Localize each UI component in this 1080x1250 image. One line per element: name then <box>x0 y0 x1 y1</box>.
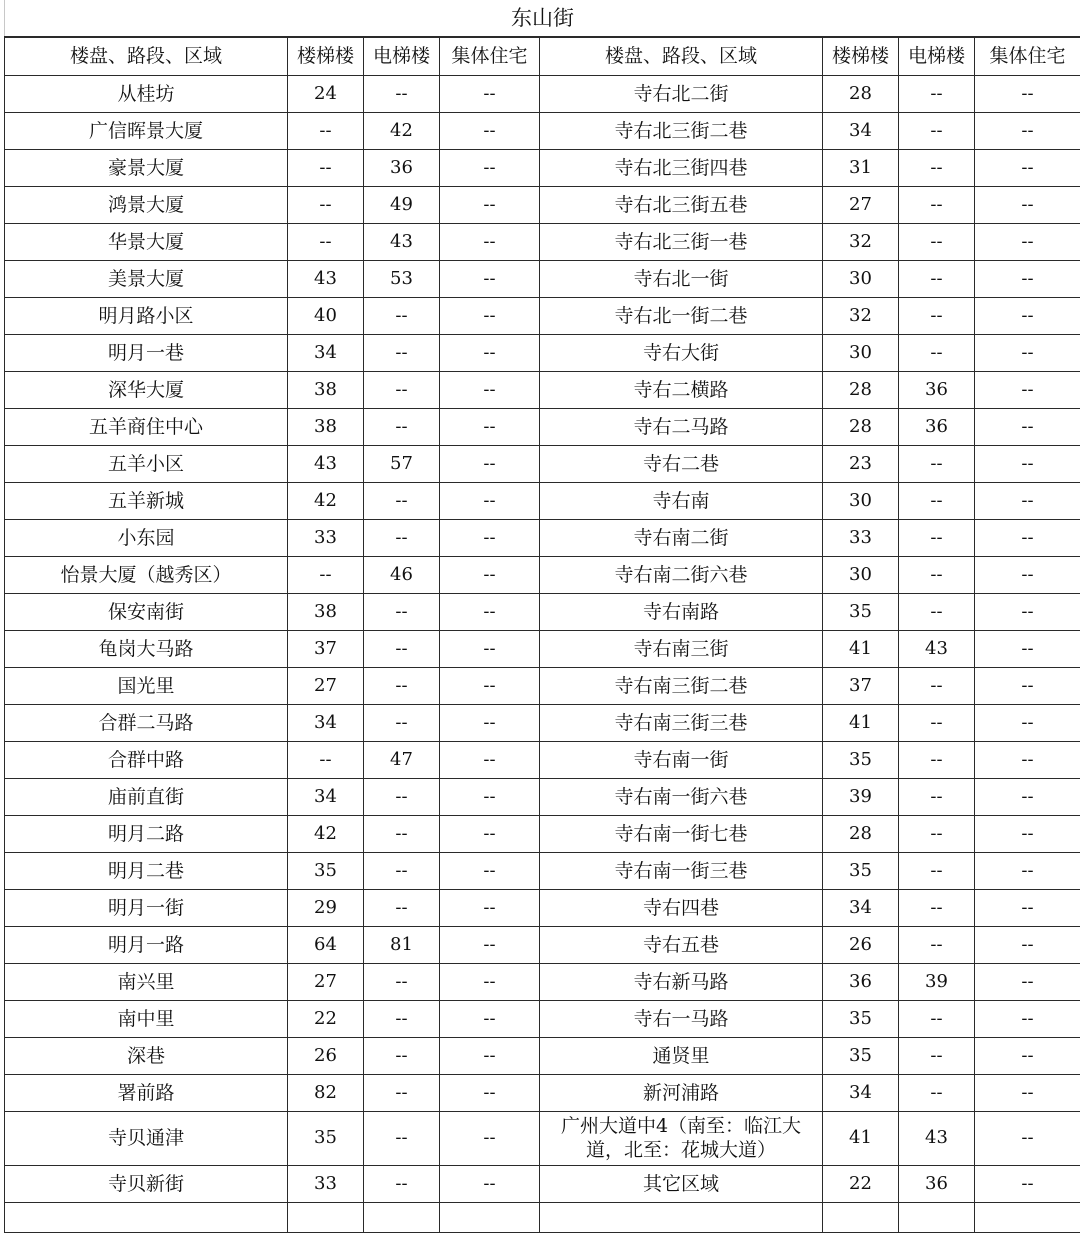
cell-elevator-right: -- <box>899 297 975 334</box>
table-title: 东山街 <box>5 0 1080 37</box>
cell-area-left: 从桂坊 <box>5 75 288 112</box>
table-row <box>5 371 1080 408</box>
cell-stair-right: 30 <box>823 556 899 593</box>
cell-stair-left: 64 <box>288 926 364 963</box>
cell-collective-right: -- <box>975 778 1080 815</box>
cell-collective-left: -- <box>440 445 540 482</box>
cell-area-left: 国光里 <box>5 667 288 704</box>
cell-stair-left: 24 <box>288 75 364 112</box>
cell-elevator-left: -- <box>364 371 440 408</box>
header-area-right: 楼盘、路段、区域 <box>540 37 823 75</box>
cell-stair-left: -- <box>288 741 364 778</box>
cell-elevator-left: -- <box>364 963 440 1000</box>
cell-stair-left: 34 <box>288 778 364 815</box>
cell-collective-left: -- <box>440 112 540 149</box>
cell-area-right: 寺右南一街六巷 <box>540 778 823 815</box>
cell-elevator-right: -- <box>899 482 975 519</box>
cell-elevator-right: -- <box>899 1074 975 1111</box>
cell-stair-left: 33 <box>288 1165 364 1202</box>
cell-area-left: 豪景大厦 <box>5 149 288 186</box>
cell-elevator-left: -- <box>364 297 440 334</box>
cell-stair-left: 37 <box>288 630 364 667</box>
cell-stair-left: 43 <box>288 260 364 297</box>
cell-stair-right: 35 <box>823 1000 899 1037</box>
cell-collective-left: -- <box>440 334 540 371</box>
cell-elevator-left: -- <box>364 704 440 741</box>
table-row <box>5 593 1080 630</box>
table-row <box>5 963 1080 1000</box>
cell-elevator-right: -- <box>899 926 975 963</box>
cell-collective-right: -- <box>975 75 1080 112</box>
cell-collective-left: -- <box>440 1165 540 1202</box>
cell-collective-left: -- <box>440 741 540 778</box>
table-row <box>5 223 1080 260</box>
cell-elevator-right: -- <box>899 852 975 889</box>
cell-area-left: 深华大厦 <box>5 371 288 408</box>
cell-collective-right: -- <box>975 482 1080 519</box>
cell-stair-left: 38 <box>288 408 364 445</box>
cell-collective-left: -- <box>440 149 540 186</box>
table-row <box>5 75 1080 112</box>
cell-collective-left: -- <box>440 223 540 260</box>
cell-collective-left: -- <box>440 926 540 963</box>
cell-elevator-right: -- <box>899 815 975 852</box>
cell-collective-right: -- <box>975 112 1080 149</box>
cell-collective-right: -- <box>975 223 1080 260</box>
cell-elevator-left: -- <box>364 1165 440 1202</box>
cell-area-left: 合群中路 <box>5 741 288 778</box>
cell-elevator-left: 43 <box>364 223 440 260</box>
cell-area-left: 南中里 <box>5 1000 288 1037</box>
cell-stair-left: 82 <box>288 1074 364 1111</box>
cell-elevator-left: -- <box>364 75 440 112</box>
cell-collective-right: -- <box>975 371 1080 408</box>
cell-collective-right: -- <box>975 889 1080 926</box>
cell-area-right: 寺右新马路 <box>540 963 823 1000</box>
cell-elevator-left: 53 <box>364 260 440 297</box>
cell-area-right: 寺右二马路 <box>540 408 823 445</box>
price-table <box>4 0 1080 1233</box>
cell-elevator-right: -- <box>899 112 975 149</box>
cell-area-right: 寺右南一街三巷 <box>540 852 823 889</box>
table-row <box>5 1000 1080 1037</box>
cell-elevator-right: -- <box>899 593 975 630</box>
cell-area-right: 寺右二横路 <box>540 371 823 408</box>
cell-area-right: 通贤里 <box>540 1037 823 1074</box>
cell-area-left: 寺贝新街 <box>5 1165 288 1202</box>
cell-collective-right: -- <box>975 519 1080 556</box>
cell-collective-left: -- <box>440 667 540 704</box>
cell-area-right: 寺右南路 <box>540 593 823 630</box>
cell-stair-left: -- <box>288 149 364 186</box>
cell-stair-left: 34 <box>288 334 364 371</box>
cell-area-left: 怡景大厦（越秀区） <box>5 556 288 593</box>
cell-elevator-left: -- <box>364 630 440 667</box>
cell-collective-right: -- <box>975 630 1080 667</box>
cell-area-right: 寺右一马路 <box>540 1000 823 1037</box>
cell-area-left: 寺贝通津 <box>5 1111 288 1165</box>
cell-elevator-right: -- <box>899 445 975 482</box>
cell-elevator-right: -- <box>899 260 975 297</box>
cell-elevator-right: 39 <box>899 963 975 1000</box>
table-row <box>5 778 1080 815</box>
cell-collective-left: -- <box>440 519 540 556</box>
cell-collective-left: -- <box>440 556 540 593</box>
cell-stair-left: 27 <box>288 963 364 1000</box>
cell-area-left: 庙前直街 <box>5 778 288 815</box>
cell-area-right: 寺右二巷 <box>540 445 823 482</box>
cell-elevator-right: -- <box>899 778 975 815</box>
cell-stair-left: 35 <box>288 1111 364 1165</box>
cell-collective-left: -- <box>440 75 540 112</box>
cell-stair-right: 39 <box>823 778 899 815</box>
cell-stair-right: 23 <box>823 445 899 482</box>
cell-stair-right: 30 <box>823 260 899 297</box>
cell-area-left: 明月一巷 <box>5 334 288 371</box>
cell-stair-right: 28 <box>823 815 899 852</box>
table-row <box>5 149 1080 186</box>
table-row <box>5 186 1080 223</box>
cell-stair-right: 34 <box>823 889 899 926</box>
cell-collective-right: -- <box>975 852 1080 889</box>
cell-stair-right: 36 <box>823 963 899 1000</box>
cell-collective-right: -- <box>975 963 1080 1000</box>
cell-stair-left: 34 <box>288 704 364 741</box>
cell-collective-left: -- <box>440 889 540 926</box>
cell-stair-right: 35 <box>823 741 899 778</box>
header-stair-left: 楼梯楼 <box>288 37 364 75</box>
cell-area-right: 广州大道中4（南至：临江大道，北至：花城大道） <box>540 1111 823 1165</box>
cell-collective-left: -- <box>440 593 540 630</box>
cell-collective-right: -- <box>975 408 1080 445</box>
cell-collective-right: -- <box>975 445 1080 482</box>
cell-stair-right: 37 <box>823 667 899 704</box>
cell-stair-left: -- <box>288 223 364 260</box>
cell-collective-right: -- <box>975 297 1080 334</box>
cell-collective-right: -- <box>975 1037 1080 1074</box>
cell-collective-right: -- <box>975 556 1080 593</box>
table-row <box>5 482 1080 519</box>
cell-stair-left: -- <box>288 186 364 223</box>
cell-area-left: 鸿景大厦 <box>5 186 288 223</box>
table-row <box>5 815 1080 852</box>
cell-elevator-left: 42 <box>364 112 440 149</box>
cell-area-left: 明月路小区 <box>5 297 288 334</box>
cell-collective-left: -- <box>440 704 540 741</box>
cell-elevator-left: 47 <box>364 741 440 778</box>
cell-stair-right: 34 <box>823 112 899 149</box>
table-row <box>5 1037 1080 1074</box>
cell-stair-right: 35 <box>823 852 899 889</box>
cell-area-left: 明月二路 <box>5 815 288 852</box>
cell-elevator-left: -- <box>364 1037 440 1074</box>
cell-elevator-right: -- <box>899 334 975 371</box>
cell-collective-left: -- <box>440 1037 540 1074</box>
cell-area-left: 小东园 <box>5 519 288 556</box>
cell-elevator-left: -- <box>364 778 440 815</box>
cell-stair-right: 32 <box>823 297 899 334</box>
cell-collective-right: -- <box>975 815 1080 852</box>
cell-elevator-right: 43 <box>899 1111 975 1165</box>
cell-stair-right: 22 <box>823 1165 899 1202</box>
table-row <box>5 741 1080 778</box>
cell-elevator-right: -- <box>899 75 975 112</box>
cell-elevator-left: -- <box>364 408 440 445</box>
cell-area-left: 保安南街 <box>5 593 288 630</box>
cell-area-right: 寺右北一街 <box>540 260 823 297</box>
table-row <box>5 667 1080 704</box>
cell-stair-right: 30 <box>823 334 899 371</box>
cell-area-left: 南兴里 <box>5 963 288 1000</box>
cell-area-right: 寺右南二街 <box>540 519 823 556</box>
cell-elevator-left: -- <box>364 519 440 556</box>
cell-stair-left: 29 <box>288 889 364 926</box>
table-row <box>5 889 1080 926</box>
cell-collective-right: -- <box>975 741 1080 778</box>
cell-stair-right: 34 <box>823 1074 899 1111</box>
cell-collective-right: -- <box>975 667 1080 704</box>
cell-area-right: 寺右五巷 <box>540 926 823 963</box>
cell-area-left: 龟岗大马路 <box>5 630 288 667</box>
cell-collective-right: -- <box>975 1165 1080 1202</box>
cell-stair-right: 32 <box>823 223 899 260</box>
cell-elevator-left: -- <box>364 482 440 519</box>
table-row <box>5 408 1080 445</box>
table-row <box>5 260 1080 297</box>
cell-elevator-right: -- <box>899 186 975 223</box>
cell-collective-left: -- <box>440 963 540 1000</box>
table-row <box>5 852 1080 889</box>
cell-stair-left: 42 <box>288 482 364 519</box>
cell-area-right: 寺右北三街一巷 <box>540 223 823 260</box>
cell-area-left: 深巷 <box>5 1037 288 1074</box>
cell-area-left: 署前路 <box>5 1074 288 1111</box>
cell-elevator-left: -- <box>364 334 440 371</box>
cell-collective-left: -- <box>440 482 540 519</box>
cell-elevator-left: -- <box>364 815 440 852</box>
cell-area-right: 寺右南三街二巷 <box>540 667 823 704</box>
cell-collective-left: -- <box>440 1074 540 1111</box>
cell-collective-left: -- <box>440 371 540 408</box>
table-row <box>5 704 1080 741</box>
header-stair-right: 楼梯楼 <box>823 37 899 75</box>
cell-area-left: 广信晖景大厦 <box>5 112 288 149</box>
cell-area-left: 明月一路 <box>5 926 288 963</box>
cell-area-right: 寺右北三街五巷 <box>540 186 823 223</box>
cell-collective-right: -- <box>975 334 1080 371</box>
cell-stair-right: 27 <box>823 186 899 223</box>
cell-elevator-right: -- <box>899 223 975 260</box>
table-row <box>5 1111 1080 1165</box>
cell-stair-left: 35 <box>288 852 364 889</box>
cell-stair-right: 35 <box>823 593 899 630</box>
cell-area-left: 华景大厦 <box>5 223 288 260</box>
table-row <box>5 445 1080 482</box>
cell-elevator-left: 36 <box>364 149 440 186</box>
cell-area-right: 寺右南一街七巷 <box>540 815 823 852</box>
cell-elevator-right: -- <box>899 704 975 741</box>
cell-stair-right: 28 <box>823 371 899 408</box>
cell-collective-left: -- <box>440 260 540 297</box>
cell-area-right: 寺右南三街 <box>540 630 823 667</box>
cell-elevator-left: -- <box>364 1000 440 1037</box>
table-row <box>5 334 1080 371</box>
cell-elevator-left: 57 <box>364 445 440 482</box>
cell-area-right: 新河浦路 <box>540 1074 823 1111</box>
cell-collective-right: -- <box>975 704 1080 741</box>
cell-area-right: 寺右北二街 <box>540 75 823 112</box>
cell-area-right: 寺右北三街四巷 <box>540 149 823 186</box>
table-row <box>5 519 1080 556</box>
cell-area-right: 寺右南 <box>540 482 823 519</box>
cell-collective-right: -- <box>975 926 1080 963</box>
cell-collective-right: -- <box>975 1000 1080 1037</box>
cell-area-left: 明月一街 <box>5 889 288 926</box>
title-row <box>5 0 1080 37</box>
cell-area-right: 其它区域 <box>540 1165 823 1202</box>
header-collective-left: 集体住宅 <box>440 37 540 75</box>
cell-elevator-right: -- <box>899 889 975 926</box>
cell-area-right: 寺右北一街二巷 <box>540 297 823 334</box>
cell-stair-right: 31 <box>823 149 899 186</box>
cell-area-right: 寺右大街 <box>540 334 823 371</box>
cell-collective-left: -- <box>440 408 540 445</box>
cell-collective-left: -- <box>440 297 540 334</box>
table-row <box>5 1074 1080 1111</box>
cell-elevator-right: -- <box>899 1037 975 1074</box>
cell-area-right: 寺右南三街三巷 <box>540 704 823 741</box>
cell-elevator-left: -- <box>364 889 440 926</box>
cell-area-right: 寺右南一街 <box>540 741 823 778</box>
cell-collective-right: -- <box>975 593 1080 630</box>
table-row <box>5 926 1080 963</box>
cell-stair-left: 38 <box>288 371 364 408</box>
cell-area-left: 五羊商住中心 <box>5 408 288 445</box>
cell-elevator-right: -- <box>899 1000 975 1037</box>
cell-area-right: 寺右北三街二巷 <box>540 112 823 149</box>
cell-elevator-left: -- <box>364 852 440 889</box>
cell-stair-right: 33 <box>823 519 899 556</box>
cell-elevator-left: -- <box>364 1074 440 1111</box>
cell-stair-left: -- <box>288 556 364 593</box>
cell-stair-left: -- <box>288 112 364 149</box>
cell-collective-left: -- <box>440 186 540 223</box>
cell-elevator-right: 43 <box>899 630 975 667</box>
cell-collective-left: -- <box>440 852 540 889</box>
header-collective-right: 集体住宅 <box>975 37 1080 75</box>
cell-stair-left: 33 <box>288 519 364 556</box>
cell-stair-left: 26 <box>288 1037 364 1074</box>
cell-collective-right: -- <box>975 1074 1080 1111</box>
cell-elevator-right: 36 <box>899 408 975 445</box>
header-row <box>5 37 1080 75</box>
cell-collective-left: -- <box>440 778 540 815</box>
header-elevator-left: 电梯楼 <box>364 37 440 75</box>
cell-area-left: 明月二巷 <box>5 852 288 889</box>
cell-stair-left: 42 <box>288 815 364 852</box>
cell-stair-right: 28 <box>823 408 899 445</box>
table-row <box>5 297 1080 334</box>
table-row-cut-off <box>5 1202 1080 1232</box>
cell-collective-right: -- <box>975 149 1080 186</box>
cell-stair-left: 22 <box>288 1000 364 1037</box>
cell-stair-left: 27 <box>288 667 364 704</box>
cell-area-left: 五羊新城 <box>5 482 288 519</box>
table-row <box>5 1165 1080 1202</box>
cell-elevator-right: 36 <box>899 371 975 408</box>
cell-stair-right: 28 <box>823 75 899 112</box>
header-elevator-right: 电梯楼 <box>899 37 975 75</box>
cell-collective-right: -- <box>975 186 1080 223</box>
cell-stair-left: 38 <box>288 593 364 630</box>
table-row <box>5 630 1080 667</box>
cell-elevator-left: -- <box>364 1111 440 1165</box>
cell-elevator-right: -- <box>899 556 975 593</box>
cell-collective-left: -- <box>440 1111 540 1165</box>
cell-elevator-left: -- <box>364 593 440 630</box>
cell-stair-right: 41 <box>823 704 899 741</box>
cell-elevator-right: -- <box>899 741 975 778</box>
cell-stair-right: 35 <box>823 1037 899 1074</box>
cell-collective-left: -- <box>440 630 540 667</box>
cell-stair-left: 43 <box>288 445 364 482</box>
cell-collective-right: -- <box>975 1111 1080 1165</box>
cell-area-left: 五羊小区 <box>5 445 288 482</box>
header-area-left: 楼盘、路段、区域 <box>5 37 288 75</box>
cell-stair-right: 41 <box>823 630 899 667</box>
cell-stair-right: 41 <box>823 1111 899 1165</box>
table-row <box>5 112 1080 149</box>
cell-elevator-right: -- <box>899 519 975 556</box>
cell-elevator-left: 81 <box>364 926 440 963</box>
cell-collective-left: -- <box>440 815 540 852</box>
cell-elevator-left: 49 <box>364 186 440 223</box>
table-row <box>5 556 1080 593</box>
cell-area-right: 寺右四巷 <box>540 889 823 926</box>
cell-elevator-right: -- <box>899 667 975 704</box>
cell-stair-right: 30 <box>823 482 899 519</box>
cell-elevator-right: -- <box>899 149 975 186</box>
cell-collective-left: -- <box>440 1000 540 1037</box>
cell-elevator-left: 46 <box>364 556 440 593</box>
cell-stair-right: 26 <box>823 926 899 963</box>
cell-collective-right: -- <box>975 260 1080 297</box>
cell-area-left: 美景大厦 <box>5 260 288 297</box>
cell-elevator-left: -- <box>364 667 440 704</box>
cell-area-right: 寺右南二街六巷 <box>540 556 823 593</box>
cell-area-left: 合群二马路 <box>5 704 288 741</box>
cell-elevator-right: 36 <box>899 1165 975 1202</box>
cell-stair-left: 40 <box>288 297 364 334</box>
